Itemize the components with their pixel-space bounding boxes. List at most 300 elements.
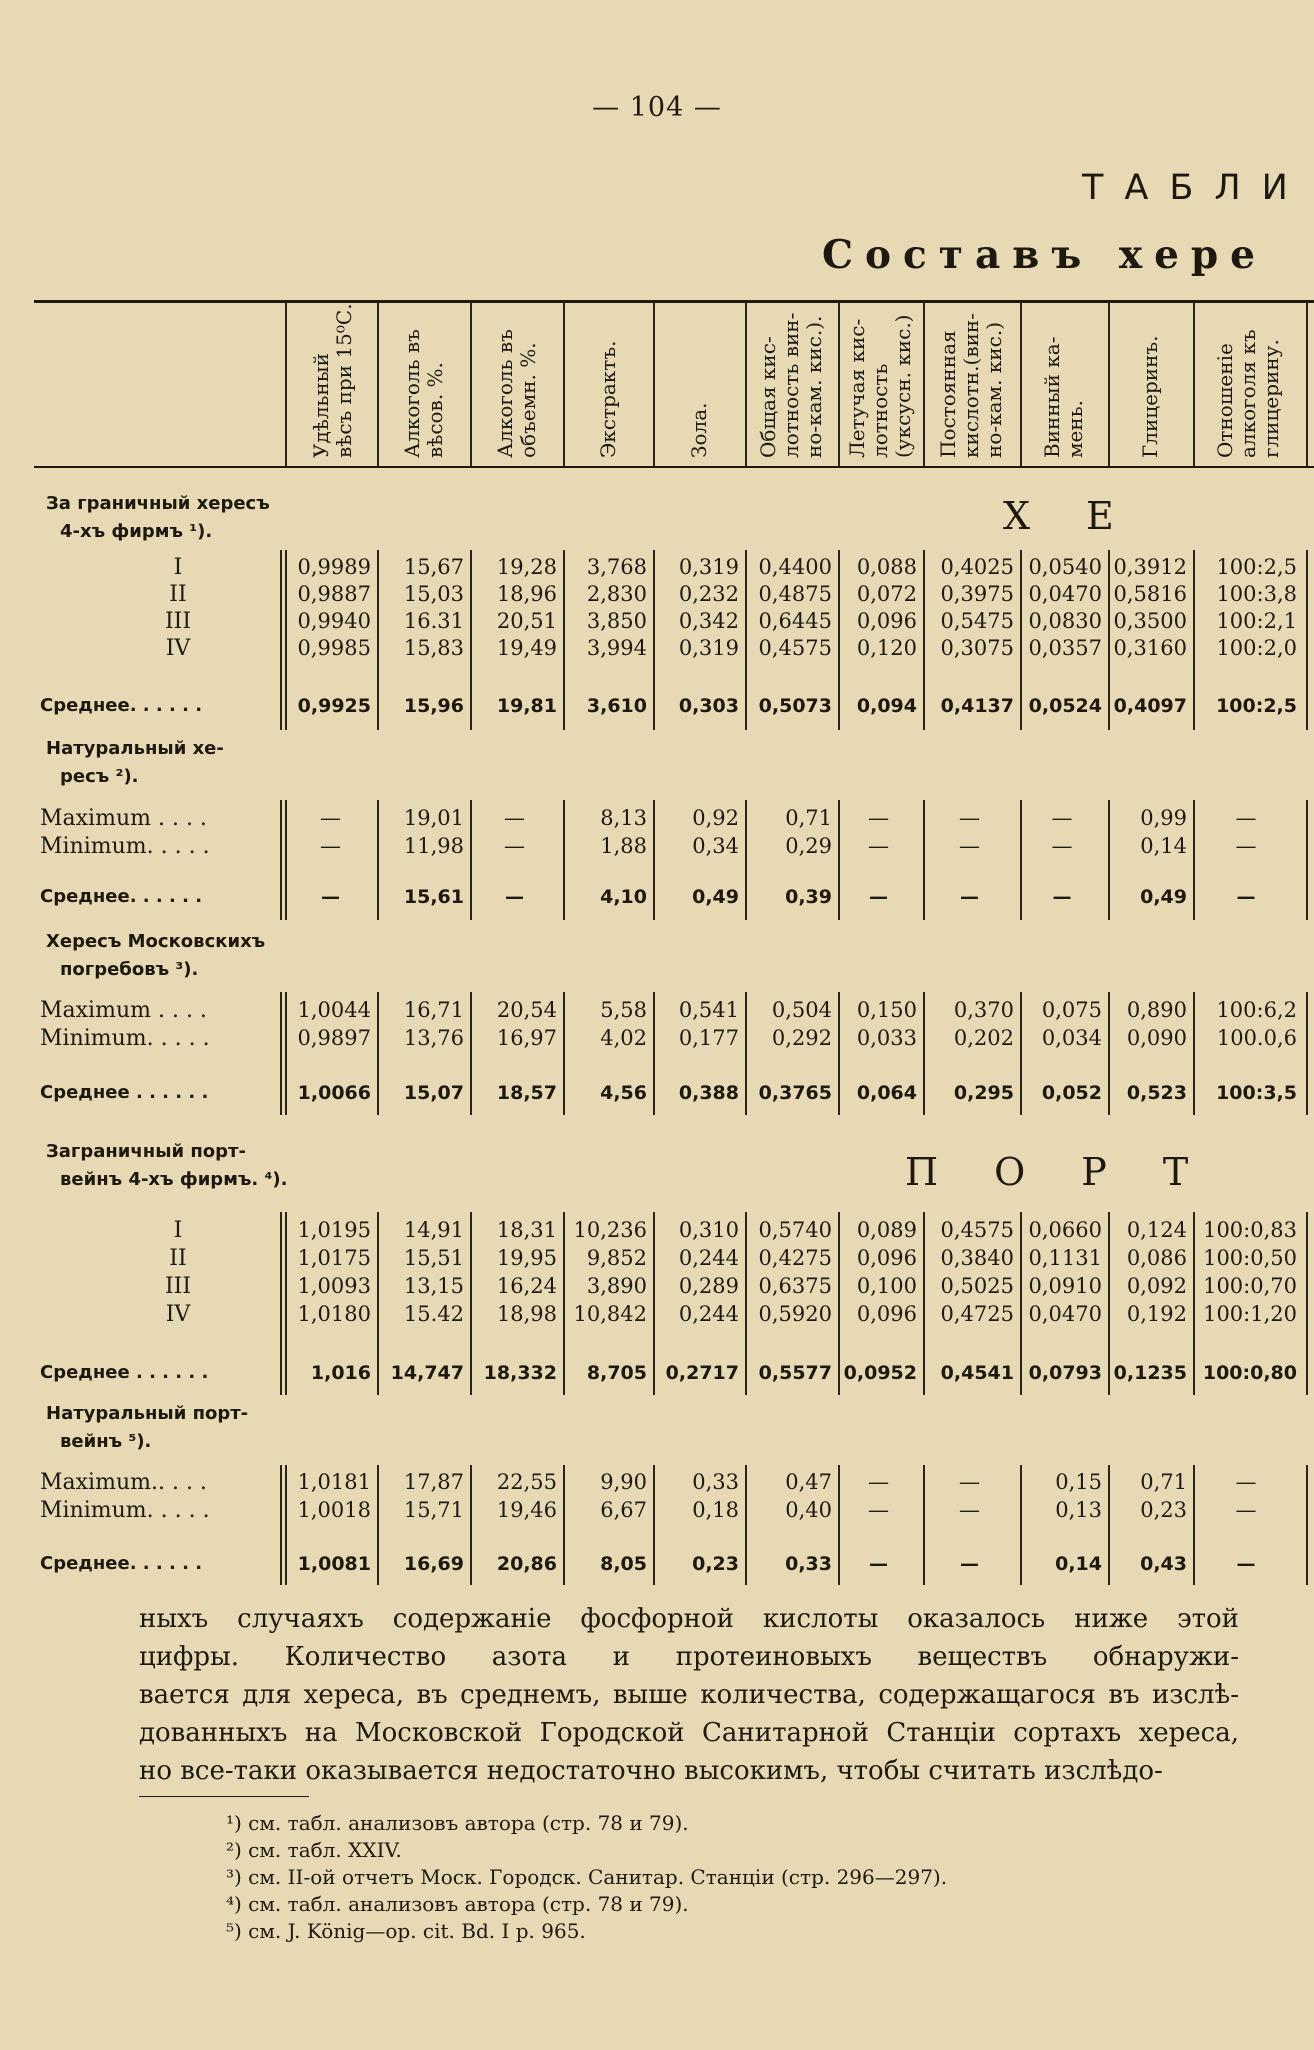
mean-row-cell: 0,9925 <box>297 695 371 717</box>
table-row-cell: 18,98 <box>496 1302 557 1326</box>
table-row-cell: 3,994 <box>586 636 647 660</box>
table-row-cell: 0,23 <box>1140 1498 1187 1522</box>
mean-row-cell: 0,0793 <box>1028 1362 1102 1384</box>
table-row-label: Maximum . . . . <box>40 998 207 1023</box>
column-header: мень. <box>1063 400 1087 458</box>
mean-row-label: Среднее . . . . . . <box>40 1362 209 1383</box>
table-row-cell: 100:0,50 <box>1203 1246 1297 1270</box>
column-rule <box>285 992 287 1115</box>
table-row-cell: 0,0660 <box>1028 1218 1102 1242</box>
table-row-cell: 19,49 <box>496 636 557 660</box>
mean-row-label: Среднее. . . . . . <box>40 695 203 716</box>
table-row-cell: — <box>1235 1470 1257 1494</box>
table-row-cell: 11,98 <box>403 834 464 858</box>
table-row-cell: 19,28 <box>496 555 557 579</box>
table-row-cell: — <box>868 834 889 858</box>
footnote: ²) см. табл. XXIV. <box>226 1838 402 1862</box>
column-header: алкоголя къ <box>1235 329 1260 458</box>
group-title: Хересъ Московскихъ <box>46 931 266 952</box>
table-row-cell: 15.42 <box>403 1302 464 1326</box>
table-row-cell: — <box>320 806 341 830</box>
table-row-cell: 0,086 <box>1126 1246 1187 1270</box>
mean-row-cell: 0,0524 <box>1028 695 1102 717</box>
mean-row-cell: 0,1235 <box>1113 1362 1187 1384</box>
group-title: 4-хъ фирмъ ¹). <box>60 521 213 542</box>
table-row-cell: 0,0470 <box>1028 1302 1102 1326</box>
column-rule <box>1306 1212 1308 1395</box>
table-row-cell: 18,31 <box>496 1218 557 1242</box>
table-row-cell: 1,0044 <box>297 998 371 1022</box>
table-row-cell: 0,14 <box>1140 834 1187 858</box>
table-row-cell: 0,244 <box>678 1302 739 1326</box>
column-rule <box>1306 992 1308 1115</box>
table-row-cell: 100:6,2 <box>1216 998 1297 1022</box>
paragraph-line: вается для хереса, въ среднемъ, выше количества, содержащагося въ изслѣ- <box>139 1680 1239 1710</box>
footnote-rule <box>139 1796 309 1797</box>
footnote: ⁴) см. табл. анализовъ автора (стр. 78 и 79). <box>226 1892 689 1916</box>
table-row-cell: — <box>959 1470 980 1494</box>
footnote: ¹) см. табл. анализовъ автора (стр. 78 и 79). <box>226 1811 689 1835</box>
mean-row-label: Среднее. . . . . . <box>40 886 203 907</box>
table-row-label: Minimum. . . . . <box>40 1498 210 1523</box>
column-header: вѣсов. %. <box>422 362 447 458</box>
table-row-cell: 0,34 <box>692 834 739 858</box>
table-row-cell: 1,0181 <box>297 1470 371 1494</box>
table-row-cell: 0,1131 <box>1028 1246 1102 1270</box>
mean-row-cell: 8,705 <box>586 1362 647 1384</box>
mean-row-cell: — <box>1236 1553 1256 1575</box>
mean-row-cell: 0,49 <box>1140 886 1187 908</box>
mean-row-cell: 0,39 <box>785 886 832 908</box>
column-rule <box>1306 800 1308 920</box>
paragraph-line: но все-таки оказывается недостаточно высокимъ, чтобы считать изслѣдо- <box>139 1756 1163 1786</box>
table-row-cell: 1,0180 <box>297 1302 371 1326</box>
table-row-label: III <box>164 609 192 634</box>
table-row-cell: 0,6445 <box>758 609 832 633</box>
table-row-cell: 0,0540 <box>1028 555 1102 579</box>
table-row-cell: 100:0,70 <box>1203 1274 1297 1298</box>
table-row-cell: 0,177 <box>678 1026 739 1050</box>
table-title: Составъ хере <box>822 232 1267 278</box>
table-row-cell: 0,4575 <box>758 636 832 660</box>
table-row-cell: 0,4400 <box>758 555 832 579</box>
column-rule <box>1020 302 1022 466</box>
table-row-label: IV <box>165 1302 191 1327</box>
table-row-cell: 0,5816 <box>1113 582 1187 606</box>
table-row-label: Minimum. . . . . <box>40 834 210 859</box>
table-row-cell: 0,18 <box>692 1498 739 1522</box>
table-row-cell: — <box>504 834 525 858</box>
mean-row-cell: 16,69 <box>403 1553 464 1575</box>
table-row-label: III <box>164 1274 192 1299</box>
table-row-cell: 8,13 <box>600 806 647 830</box>
page-number: — 104 — <box>592 92 722 123</box>
table-row-cell: 100:0,83 <box>1203 1218 1297 1242</box>
header-bottom-rule <box>34 466 1314 468</box>
column-rule <box>285 1465 287 1585</box>
table-row-cell: 0,4275 <box>758 1246 832 1270</box>
table-row-cell: — <box>868 806 889 830</box>
table-row-cell: 0,232 <box>678 582 739 606</box>
group-title: Натуральный порт- <box>46 1403 249 1424</box>
table-row-cell: 19,01 <box>403 806 464 830</box>
column-rule <box>1306 1465 1308 1585</box>
table-row-cell: 10,236 <box>573 1218 647 1242</box>
table-row-cell: — <box>1051 806 1073 830</box>
table-row-cell: 6,67 <box>600 1498 647 1522</box>
column-header: вѣсъ при 15⁰С. <box>331 303 356 458</box>
table-row-cell: 0,92 <box>692 806 739 830</box>
table-row-cell: — <box>959 1498 980 1522</box>
table-row-cell: 1,0018 <box>297 1498 371 1522</box>
mean-row-cell: — <box>869 1553 888 1575</box>
table-row-cell: 0,5920 <box>758 1302 832 1326</box>
mean-row-cell: 100:2,5 <box>1216 695 1297 717</box>
column-header: Экстрактъ. <box>595 340 620 458</box>
column-header: глицерину. <box>1258 339 1283 458</box>
mean-row-cell: 0,14 <box>1055 1553 1102 1575</box>
column-header: Алкоголь въ <box>492 329 517 458</box>
mean-row-cell: 0,4137 <box>940 695 1014 717</box>
table-row-cell: 0,096 <box>856 609 917 633</box>
mean-row-label: Среднее . . . . . . <box>40 1082 209 1103</box>
table-row-cell: 0,319 <box>678 636 739 660</box>
table-row-cell: 0,9989 <box>297 555 371 579</box>
mean-row-cell: — <box>1236 886 1256 908</box>
table-row-cell: 0,0357 <box>1028 636 1102 660</box>
column-rule <box>470 302 472 466</box>
table-row-cell: — <box>1051 834 1073 858</box>
mean-row-cell: 1,0081 <box>297 1553 371 1575</box>
table-row-cell: 3,850 <box>586 609 647 633</box>
table-row-cell: 0,3975 <box>940 582 1014 606</box>
table-row-cell: 0,034 <box>1041 1026 1102 1050</box>
table-row-cell: 0,33 <box>692 1470 739 1494</box>
table-row-cell: 0,4575 <box>940 1218 1014 1242</box>
mean-row-cell: 0,49 <box>692 886 739 908</box>
table-row-cell: 0,072 <box>856 582 917 606</box>
table-row-cell: 0,100 <box>856 1274 917 1298</box>
table-row-cell: 15,03 <box>403 582 464 606</box>
table-row-cell: 1,88 <box>600 834 647 858</box>
mean-row-cell: — <box>960 1553 979 1575</box>
section-label: ПОРТ <box>905 1150 1245 1194</box>
table-row-cell: 13,76 <box>403 1026 464 1050</box>
table-row-cell: 100:2,0 <box>1216 636 1297 660</box>
table-row-cell: 0,033 <box>856 1026 917 1050</box>
table-row-cell: — <box>1235 1498 1257 1522</box>
mean-row-cell: 0,33 <box>785 1553 832 1575</box>
table-row-label: IV <box>165 636 191 661</box>
table-row-cell: 0,370 <box>953 998 1014 1022</box>
mean-row-cell: 0,23 <box>692 1553 739 1575</box>
table-row-cell: 0,124 <box>1126 1218 1187 1242</box>
table-row-cell: 16,97 <box>496 1026 557 1050</box>
table-row-cell: 0,541 <box>678 998 739 1022</box>
table-row-cell: 0,9985 <box>297 636 371 660</box>
table-row-label: Maximum . . . . <box>40 806 207 831</box>
mean-row-cell: — <box>869 886 888 908</box>
table-row-cell: 100.0,6 <box>1216 1026 1297 1050</box>
column-rule <box>653 302 655 466</box>
table-row-cell: 0,4725 <box>940 1302 1014 1326</box>
table-row-cell: 0,089 <box>856 1218 917 1242</box>
group-title: вейнъ 4-хъ фирмъ. ⁴). <box>60 1169 288 1190</box>
mean-row-cell: 0,303 <box>678 695 739 717</box>
table-row-cell: 0,3075 <box>940 636 1014 660</box>
table-row-cell: 9,852 <box>586 1246 647 1270</box>
table-row-cell: — <box>959 806 980 830</box>
table-row-cell: 0,71 <box>1140 1470 1187 1494</box>
paragraph-line: дованныхъ на Московской Городской Санитарной Станціи сортахъ хереса, <box>139 1718 1239 1748</box>
table-row-cell: 0,3160 <box>1113 636 1187 660</box>
mean-row-cell: 0,523 <box>1126 1082 1187 1104</box>
table-row-cell: 15,51 <box>403 1246 464 1270</box>
table-row-cell: 2,830 <box>586 582 647 606</box>
mean-row-cell: 15,07 <box>403 1082 464 1104</box>
table-row-cell: 0,0910 <box>1028 1274 1102 1298</box>
column-header: Алкоголь въ <box>399 329 424 458</box>
column-header: Летучая кис- <box>845 318 869 458</box>
table-row-label: II <box>169 582 187 607</box>
mean-row-cell: 18,57 <box>496 1082 557 1104</box>
table-row-cell: 0,319 <box>678 555 739 579</box>
table-row-cell: 3,890 <box>586 1274 647 1298</box>
column-header: Винный ка- <box>1040 336 1064 458</box>
mean-row-cell: 0,4541 <box>940 1362 1014 1384</box>
table-row-label: II <box>169 1246 187 1271</box>
mean-row-cell: 8,05 <box>600 1553 647 1575</box>
table-row-cell: 0,71 <box>785 806 832 830</box>
table-row-cell: 0,9897 <box>297 1026 371 1050</box>
table-row-cell: 0,9887 <box>297 582 371 606</box>
table-row-cell: 15,67 <box>403 555 464 579</box>
table-row-cell: 0,29 <box>785 834 832 858</box>
table-row-cell: 0,120 <box>856 636 917 660</box>
table-row-cell: 1,0093 <box>297 1274 371 1298</box>
group-title: ресъ ²). <box>60 766 139 787</box>
column-rule <box>923 302 925 466</box>
table-row-cell: 16,71 <box>403 998 464 1022</box>
footnote: ⁵) см. J. König—op. cit. Bd. I p. 965. <box>226 1919 586 1943</box>
column-header: Зола. <box>686 402 711 458</box>
table-row-cell: 0,40 <box>785 1498 832 1522</box>
mean-row-cell: 4,56 <box>600 1082 647 1104</box>
table-row-cell: 16,24 <box>496 1274 557 1298</box>
column-rule <box>280 800 282 920</box>
mean-row-cell: 14,747 <box>390 1362 464 1384</box>
column-rule <box>1193 302 1195 466</box>
table-row-cell: 19,46 <box>496 1498 557 1522</box>
table-row-cell: 20,51 <box>496 609 557 633</box>
table-row-cell: 0,192 <box>1126 1302 1187 1326</box>
mean-row-cell: 1,016 <box>310 1362 371 1384</box>
mean-row-cell: 1,0066 <box>297 1082 371 1104</box>
table-row-cell: 1,0175 <box>297 1246 371 1270</box>
group-title: погребовъ ³). <box>60 959 199 980</box>
column-header: но-кам. кис.) <box>982 321 1006 458</box>
table-row-cell: 0,3500 <box>1113 609 1187 633</box>
table-row-cell: 4,02 <box>600 1026 647 1050</box>
mean-row-cell: 3,610 <box>586 695 647 717</box>
paragraph-line: цифры. Количество азота и протеиновыхъ веществъ обнаружи- <box>139 1642 1239 1672</box>
mean-row-cell: 20,86 <box>496 1553 557 1575</box>
mean-row-cell: 0,064 <box>856 1082 917 1104</box>
mean-row-cell: 0,43 <box>1140 1553 1187 1575</box>
column-rule <box>285 800 287 920</box>
table-row-cell: 0,47 <box>785 1470 832 1494</box>
mean-row-cell: 0,0952 <box>843 1362 917 1384</box>
paragraph-line: ныхъ случаяхъ содержаніе фосфорной кислоты оказалось ниже этой <box>139 1604 1239 1634</box>
table-row-cell: 1,0195 <box>297 1218 371 1242</box>
table-row-cell: 0,6375 <box>758 1274 832 1298</box>
column-header: лотность вин- <box>779 312 803 458</box>
mean-row-label: Среднее. . . . . . <box>40 1553 203 1574</box>
table-row-cell: 0,13 <box>1055 1498 1102 1522</box>
column-rule <box>838 302 840 466</box>
table-row-cell: 0,150 <box>856 998 917 1022</box>
table-row-cell: 0,088 <box>856 555 917 579</box>
mean-row-cell: 100:3,5 <box>1216 1082 1297 1104</box>
table-row-cell: 0,342 <box>678 609 739 633</box>
table-row-cell: 9,90 <box>600 1470 647 1494</box>
group-title: Заграничный порт- <box>46 1141 246 1162</box>
table-row-label: Minimum. . . . . <box>40 1026 210 1051</box>
column-header: Постоянная <box>936 330 960 458</box>
table-row-cell: 15,71 <box>403 1498 464 1522</box>
section-label: ХЕ <box>1003 494 1170 538</box>
table-row-cell: 5,58 <box>600 998 647 1022</box>
table-row-cell: 0,4025 <box>940 555 1014 579</box>
table-row-cell: 18,96 <box>496 582 557 606</box>
mean-row-cell: — <box>1052 886 1072 908</box>
table-row-cell: 19,95 <box>496 1246 557 1270</box>
mean-row-cell: 0,5073 <box>758 695 832 717</box>
group-title: За граничный хересъ <box>46 493 270 514</box>
mean-row-cell: 15,96 <box>403 695 464 717</box>
mean-row-cell: 0,052 <box>1041 1082 1102 1104</box>
table-row-cell: 22,55 <box>496 1470 557 1494</box>
mean-row-cell: 4,10 <box>600 886 647 908</box>
column-rule <box>563 302 565 466</box>
table-row-cell: 0,3840 <box>940 1246 1014 1270</box>
column-header: лотность <box>868 363 892 458</box>
footnote: ³) см. II-ой отчетъ Моск. Городск. Санитар. Станціи (стр. 296—297). <box>226 1865 948 1889</box>
table-row-cell: 0,890 <box>1126 998 1187 1022</box>
table-row-cell: 0,9940 <box>297 609 371 633</box>
table-row-cell: 0,5025 <box>940 1274 1014 1298</box>
column-header: Общая кис- <box>756 336 780 458</box>
table-row-cell: 0,15 <box>1055 1470 1102 1494</box>
table-row-cell: — <box>1235 834 1257 858</box>
table-row-cell: 0,289 <box>678 1274 739 1298</box>
column-header: (уксусн. кис.) <box>891 314 915 458</box>
table-row-cell: 100:2,5 <box>1216 555 1297 579</box>
table-row-cell: 20,54 <box>496 998 557 1022</box>
column-rule <box>1306 550 1308 730</box>
table-row-cell: 0,244 <box>678 1246 739 1270</box>
table-row-cell: 0,0830 <box>1028 609 1102 633</box>
table-row-label: Maximum.. . . . <box>40 1470 207 1495</box>
table-row-cell: 0,504 <box>771 998 832 1022</box>
column-rule <box>745 302 747 466</box>
table-row-cell: 0,092 <box>1126 1274 1187 1298</box>
table-row-cell: 0,99 <box>1140 806 1187 830</box>
table-row-cell: 16.31 <box>403 609 464 633</box>
table-row-cell: 3,768 <box>586 555 647 579</box>
table-row-cell: — <box>320 834 341 858</box>
table-row-cell: 0,292 <box>771 1026 832 1050</box>
column-header: Удѣльный <box>308 353 333 458</box>
table-row-cell: 17,87 <box>403 1470 464 1494</box>
table-row-cell: — <box>1235 806 1257 830</box>
column-rule <box>1306 302 1308 466</box>
table-row-cell: 0,5740 <box>758 1218 832 1242</box>
table-row-cell: 0,096 <box>856 1302 917 1326</box>
column-header: Глицеринъ. <box>1138 335 1162 458</box>
table-row-cell: 0,5475 <box>940 609 1014 633</box>
table-row-cell: 0,4875 <box>758 582 832 606</box>
table-row-cell: 0,310 <box>678 1218 739 1242</box>
mean-row-cell: — <box>321 886 340 908</box>
table-row-cell: 0,090 <box>1126 1026 1187 1050</box>
mean-row-cell: 0,3765 <box>758 1082 832 1104</box>
table-row-cell: 15,83 <box>403 636 464 660</box>
table-row-cell: — <box>868 1470 889 1494</box>
column-rule <box>285 302 287 466</box>
table-row-cell: 10,842 <box>573 1302 647 1326</box>
table-row-cell: — <box>959 834 980 858</box>
mean-row-cell: — <box>960 886 979 908</box>
mean-row-cell: 18,332 <box>483 1362 557 1384</box>
table-row-cell: 0,075 <box>1041 998 1102 1022</box>
mean-row-cell: 0,4097 <box>1113 695 1187 717</box>
table-row-cell: 14,91 <box>403 1218 464 1242</box>
group-title: Натуральный хе- <box>46 738 224 759</box>
table-row-cell: 100:3,8 <box>1216 582 1297 606</box>
mean-row-cell: 0,094 <box>856 695 917 717</box>
mean-row-cell: 15,61 <box>403 886 464 908</box>
column-header: Отношеніе <box>1212 343 1237 458</box>
mean-row-cell: 0,5577 <box>758 1362 832 1384</box>
table-row-cell: 13,15 <box>403 1274 464 1298</box>
column-rule <box>280 1465 282 1585</box>
table-row-cell: 100:1,20 <box>1203 1302 1297 1326</box>
table-row-cell: 0,202 <box>953 1026 1014 1050</box>
column-header: но-кам. кис.). <box>802 315 826 458</box>
table-row-cell: 0,3912 <box>1113 555 1187 579</box>
column-header: объемн. %. <box>515 342 540 458</box>
mean-row-cell: — <box>505 886 524 908</box>
column-rule <box>1108 302 1110 466</box>
column-rule <box>280 992 282 1115</box>
column-rule <box>377 302 379 466</box>
table-row-cell: 100:2,1 <box>1216 609 1297 633</box>
group-title: вейнъ ⁵). <box>60 1431 152 1452</box>
table-row-cell: 0,096 <box>856 1246 917 1270</box>
table-row-label: I <box>173 555 183 580</box>
mean-row-cell: 0,388 <box>678 1082 739 1104</box>
mean-row-cell: 0,295 <box>953 1082 1014 1104</box>
mean-row-cell: 0,2717 <box>665 1362 739 1384</box>
table-row-cell: — <box>868 1498 889 1522</box>
table-top-rule <box>34 300 1314 303</box>
mean-row-cell: 100:0,80 <box>1202 1362 1297 1384</box>
column-header: кислотн.(вин- <box>959 312 983 458</box>
table-row-cell: 0,0470 <box>1028 582 1102 606</box>
table-row-label: I <box>173 1218 183 1243</box>
mean-row-cell: 19,81 <box>496 695 557 717</box>
